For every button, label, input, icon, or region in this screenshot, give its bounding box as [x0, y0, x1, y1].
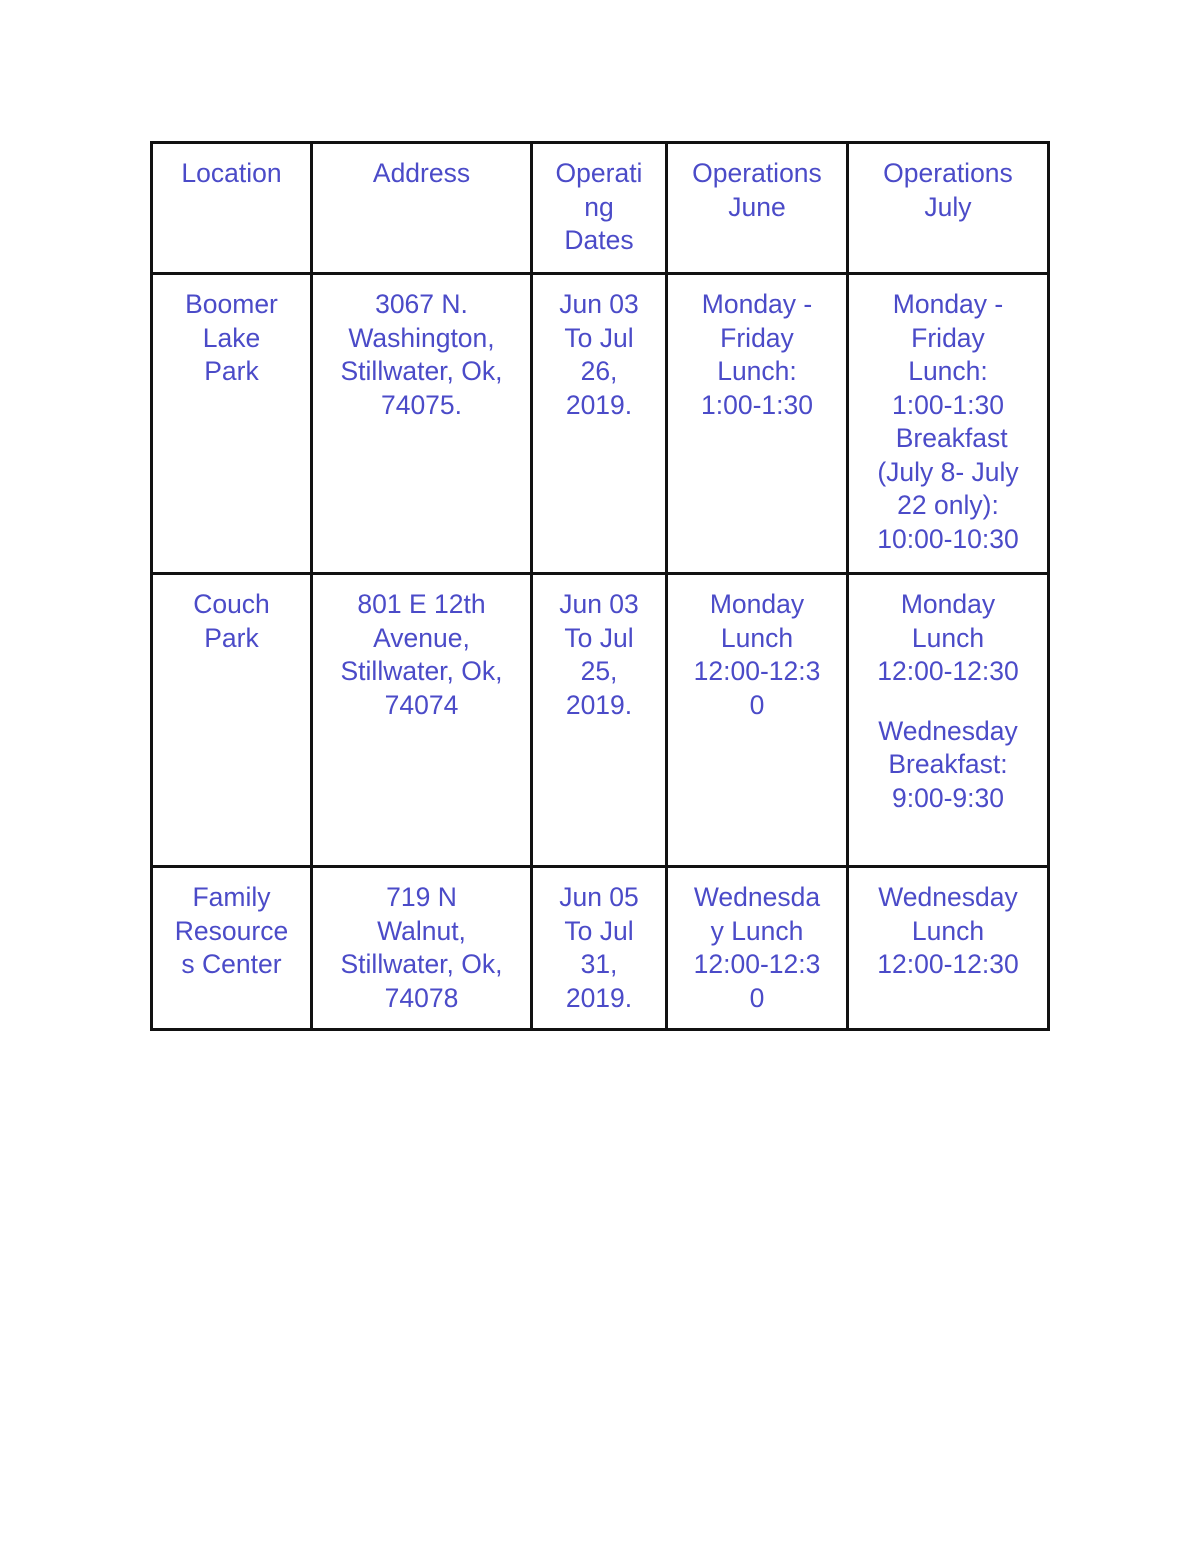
dates-text: Jun 03 To Jul 25, 2019.	[559, 589, 639, 720]
header-location-label: Location	[181, 158, 282, 188]
header-operating-dates	[532, 143, 667, 274]
address-cell	[312, 274, 532, 574]
address-text: 719 N Walnut, Stillwater, Ok, 74078	[340, 882, 503, 1013]
july-extra-text: Wednesday Breakfast: 9:00-9:30	[878, 715, 1018, 813]
july-text: Monday - Friday Lunch: 1:00-1:30 Breakfast (July 8- July 22 only): 10:00-10:30	[877, 289, 1019, 554]
header-operating-dates-label: Operati ng Dates	[555, 158, 643, 255]
june-text: Wednesda y Lunch 12:00-12:3 0	[693, 882, 821, 1013]
dates-cell	[532, 574, 667, 867]
june-text: Monday - Friday Lunch: 1:00-1:30	[701, 289, 813, 420]
july-text: Monday Lunch 12:00-12:30	[877, 589, 1019, 686]
location-text: Couch Park	[193, 589, 270, 653]
address-text: 3067 N. Washington, Stillwater, Ok, 74075.	[340, 289, 503, 420]
june-cell	[667, 274, 848, 574]
address-cell	[312, 574, 532, 867]
table-row	[152, 574, 1049, 867]
location-cell	[152, 867, 312, 1030]
header-address-label: Address	[372, 158, 471, 188]
address-text: 801 E 12th Avenue, Stillwater, Ok, 74074	[340, 589, 503, 720]
meal-schedule-table	[150, 141, 1050, 1031]
dates-text: Jun 03 To Jul 26, 2019.	[559, 289, 639, 420]
header-address	[312, 143, 532, 274]
header-location	[152, 143, 312, 274]
header-row	[152, 143, 1049, 274]
june-text: Monday Lunch 12:00-12:3 0	[693, 589, 821, 720]
location-text: Boomer Lake Park	[185, 289, 278, 386]
dates-text: Jun 05 To Jul 31, 2019.	[559, 882, 639, 1013]
address-cell	[312, 867, 532, 1030]
july-cell	[848, 574, 1049, 867]
spacer	[853, 689, 1043, 715]
july-text: Wednesday Lunch 12:00-12:30	[877, 882, 1019, 979]
location-cell	[152, 574, 312, 867]
header-operations-july-label: Operations July	[883, 158, 1013, 222]
table-row	[152, 274, 1049, 574]
table-row	[152, 867, 1049, 1030]
header-operations-june-label: Operations June	[692, 158, 822, 222]
june-cell	[667, 574, 848, 867]
location-text: Family Resource s Center	[174, 882, 289, 979]
june-cell	[667, 867, 848, 1030]
july-cell	[848, 274, 1049, 574]
dates-cell	[532, 274, 667, 574]
dates-cell	[532, 867, 667, 1030]
location-cell	[152, 274, 312, 574]
header-operations-june	[667, 143, 848, 274]
header-operations-july	[848, 143, 1049, 274]
july-cell	[848, 867, 1049, 1030]
